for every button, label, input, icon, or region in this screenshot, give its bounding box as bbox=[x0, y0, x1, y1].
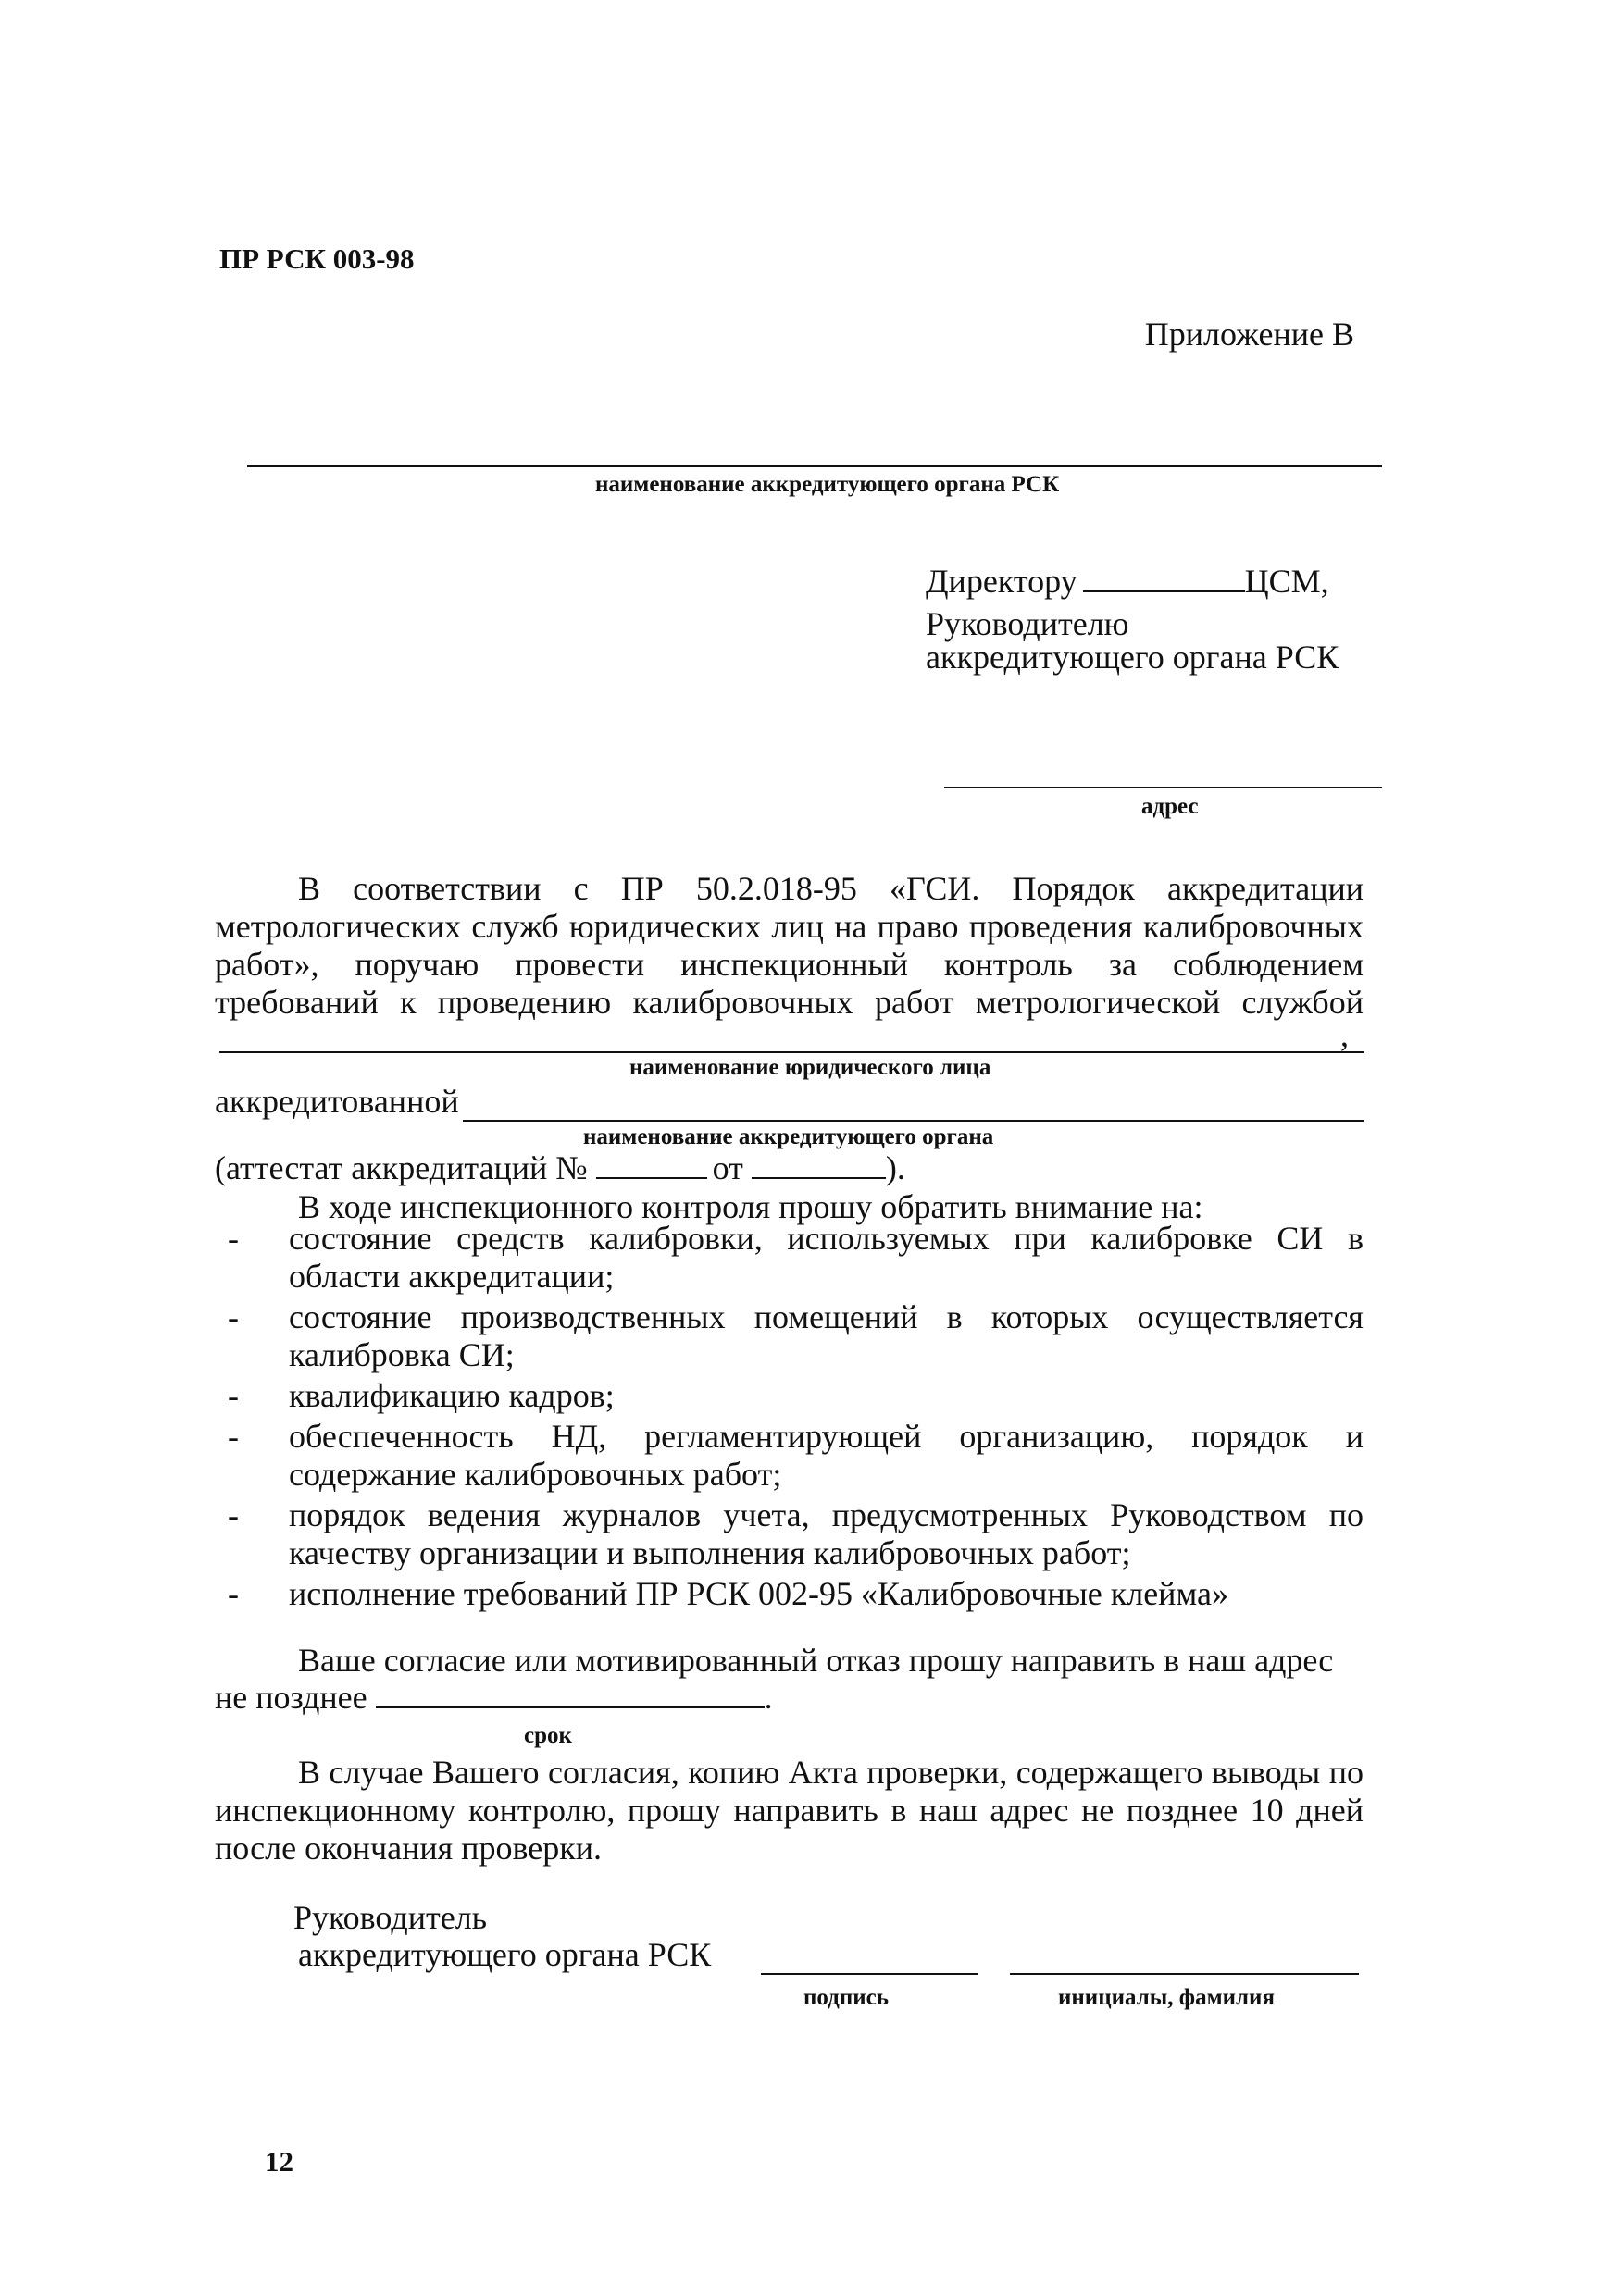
signature-caption: подпись bbox=[803, 1985, 889, 2010]
addressee-line-1 bbox=[926, 561, 1329, 602]
main-paragraph-text: В соответствии с ПР 50.2.018-95 «ГСИ. Порядок аккредитации метрологических служб юридических лиц на право проведения калибровочных работ», поручаю провести инспекционный контроль за соблюдением требований к проведению калибровочных работ метрологической службой bbox=[215, 870, 1364, 1021]
csm-name-blank bbox=[1083, 561, 1245, 592]
request-list bbox=[228, 1220, 1364, 1613]
signature-line bbox=[761, 1973, 978, 1975]
accredited-label: аккредитованной bbox=[215, 1083, 459, 1120]
certificate-from-label: от bbox=[712, 1149, 743, 1186]
list-item-text: состояние средств калибровки, используемых при калибровке СИ в области аккредитации; bbox=[289, 1220, 1364, 1295]
act-paragraph-text: В случае Вашего согласия, копию Акта проверки, содержащего выводы по инспекционному контролю, прошу направить в наш адрес не позднее 10 дней после окончания проверки. bbox=[215, 1754, 1364, 1867]
list-item: - порядок ведения журналов учета, предусмотренных Руководством по качеству организации и выполнения калибровочных работ; bbox=[228, 1496, 1364, 1571]
consent-text-line-2 bbox=[215, 1677, 773, 1718]
request-intro: В ходе инспекционного контроля прошу обратить внимание на: bbox=[298, 1188, 1203, 1225]
name-line bbox=[1010, 1973, 1359, 1975]
sender-name-caption: наименование аккредитующего органа РСК bbox=[595, 472, 1060, 497]
appendix-label: Приложение В bbox=[1144, 316, 1354, 353]
list-item: - исполнение требований ПР РСК 002-95 «Калибровочные клейма» bbox=[228, 1575, 1228, 1612]
legal-entity-line bbox=[219, 1051, 1364, 1053]
certificate-number-blank bbox=[596, 1148, 707, 1179]
signatory-title-line-1: Руководитель bbox=[293, 1899, 488, 1936]
name-caption: инициалы, фамилия bbox=[1058, 1985, 1275, 2010]
document-code: ПР РСК 003-98 bbox=[219, 242, 415, 275]
addressee-line-2: Руководителю bbox=[926, 605, 1129, 642]
page-number: 12 bbox=[265, 2145, 293, 2178]
list-item-text: исполнение требований ПР РСК 002-95 «Калибровочные клейма» bbox=[289, 1575, 1228, 1612]
list-item: - квалификацию кадров; bbox=[228, 1377, 615, 1414]
consent-end: . bbox=[764, 1679, 773, 1716]
deadline-caption: срок bbox=[524, 1723, 572, 1748]
act-paragraph bbox=[215, 1754, 1364, 1868]
signatory-title-line-2: аккредитующего органа РСК bbox=[298, 1936, 712, 1973]
list-item-text: квалификацию кадров; bbox=[289, 1377, 615, 1414]
accrediting-body-caption: наименование аккредитующего органа bbox=[583, 1124, 994, 1149]
list-item: - состояние средств калибровки, используемых при калибровке СИ в области аккредитации; bbox=[228, 1220, 1364, 1295]
legal-entity-caption: наименование юридического лица bbox=[629, 1055, 991, 1080]
list-item-text: обеспеченность НД, регламентирующей организацию, порядок и содержание калибровочных работ; bbox=[289, 1418, 1364, 1493]
list-item-text: порядок ведения журналов учета, предусмотренных Руководством по качеству организации и выполнения калибровочных работ; bbox=[289, 1496, 1364, 1571]
consent-text-line-1: Ваше согласие или мотивированный отказ прошу направить в наш адрес bbox=[298, 1642, 1334, 1679]
list-item: - обеспеченность НД, регламентирующей организацию, порядок и содержание калибровочных работ; bbox=[228, 1418, 1364, 1493]
consent-deadline-blank bbox=[376, 1677, 765, 1708]
list-item: - состояние производственных помещений в которых осуществляется калибровка СИ; bbox=[228, 1298, 1364, 1373]
sender-name-line bbox=[247, 465, 1382, 467]
certificate-date-blank bbox=[752, 1148, 886, 1179]
addressee-csm-label: ЦСМ, bbox=[1244, 563, 1329, 600]
certificate-suffix: ). bbox=[885, 1149, 905, 1186]
addressee-line-3: аккредитующего органа РСК bbox=[926, 639, 1339, 676]
accrediting-body-line bbox=[463, 1120, 1364, 1122]
list-item-text: состояние производственных помещений в которых осуществляется калибровка СИ; bbox=[289, 1298, 1364, 1373]
main-paragraph bbox=[215, 870, 1364, 1022]
address-line bbox=[944, 787, 1382, 788]
address-caption: адрес bbox=[1141, 794, 1199, 819]
legal-entity-comma: , bbox=[1340, 1016, 1349, 1053]
certificate-number-label: (аттестат аккредитаций № bbox=[215, 1149, 588, 1186]
addressee-director-label: Директору bbox=[926, 563, 1077, 600]
consent-deadline-label: не позднее bbox=[215, 1679, 367, 1716]
certificate-line bbox=[215, 1148, 905, 1188]
